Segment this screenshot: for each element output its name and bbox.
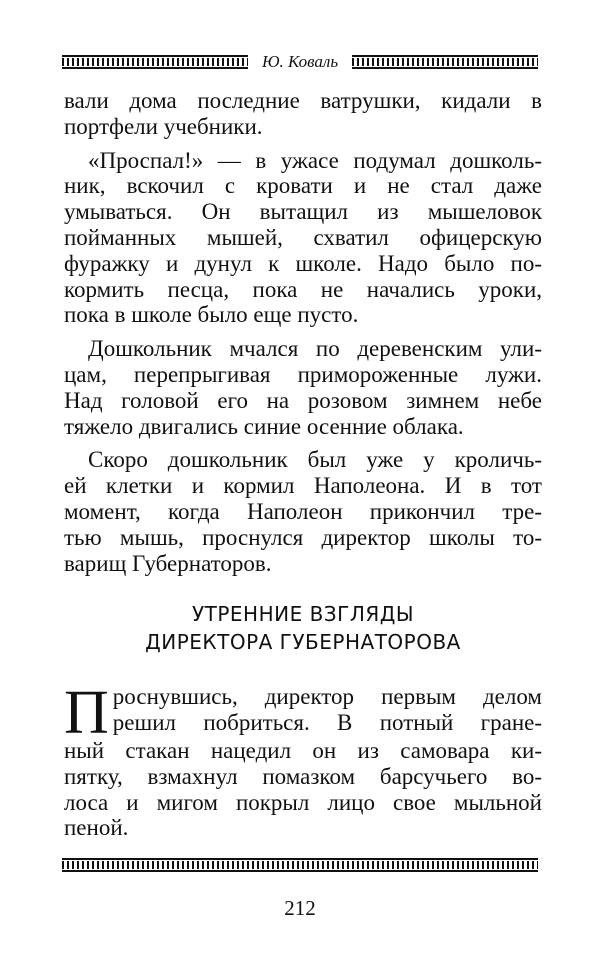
chapter-heading-line: ДИРЕКТОРА ГУБЕРНАТОРОВА	[145, 630, 461, 654]
running-header-author: Ю. Коваль	[261, 52, 339, 71]
text-line: ник, вскочил с кровати и не стал даже	[64, 173, 542, 199]
text-line: момент, когда Наполеон прикончил тре-	[64, 498, 542, 524]
dropcap-paragraph	[64, 679, 542, 841]
text-line: тью мышь, проснулся директор школы то-	[64, 524, 542, 550]
text-line: «Проспал!» — в ужасе подумал дошколь-	[88, 147, 542, 173]
paragraph	[64, 447, 542, 576]
text-line: вали дома последние ватрушки, кидали в	[64, 88, 542, 113]
running-header	[62, 50, 538, 74]
dropcap-letter: П	[64, 679, 109, 747]
text-line: пятку, взмахнул помазком барсучьего во-	[64, 763, 542, 789]
text-line: цам, перепрыгивая примороженные лужи.	[64, 361, 542, 387]
text-line: роснувшись, директор первым делом	[112, 684, 542, 709]
text-line: ный стакан нацедил он из самовара ки-	[64, 738, 542, 763]
text-line: портфели учебники.	[64, 113, 263, 139]
chapter-heading-line: УТРЕННИЕ ВЗГЛЯДЫ	[191, 602, 415, 626]
text-line: умываться. Он вытащил из мышеловок	[64, 199, 542, 225]
text-line: решил побриться. В потный гране-	[112, 709, 542, 735]
text-line: Над головой его на розовом зимнем небе	[64, 387, 542, 413]
chapter-heading	[64, 600, 542, 656]
text-line: Скоро дошкольник был уже у кроличь-	[88, 447, 542, 473]
text-line: варищ Губернаторов.	[64, 550, 272, 576]
text-line: тяжело двигались синие осенние облака.	[64, 413, 464, 439]
text-line: лоса и мигом покрыл лицо свое мыльной	[64, 789, 542, 815]
text-line: кормить песца, пока не начались уроки,	[64, 276, 542, 302]
text-line: фуражку и дунул к школе. Надо было по-	[64, 250, 542, 276]
paragraph	[64, 88, 542, 140]
header-ornament-right	[352, 55, 538, 69]
footer-ornament	[62, 858, 538, 872]
text-line: пойманных мышей, схватил офицерскую	[64, 224, 542, 250]
header-ornament-left	[62, 55, 248, 69]
text-line: ей клетки и кормил Наполеона. И в тот	[64, 473, 542, 499]
page-number: 212	[284, 896, 316, 920]
body-text	[64, 88, 542, 584]
text-line: Дошкольник мчался по деревенским ули-	[88, 336, 542, 362]
text-line: пеной.	[64, 815, 129, 841]
paragraph	[64, 336, 542, 439]
text-line: пока в школе было еще пусто.	[64, 302, 359, 328]
paragraph	[64, 148, 542, 329]
